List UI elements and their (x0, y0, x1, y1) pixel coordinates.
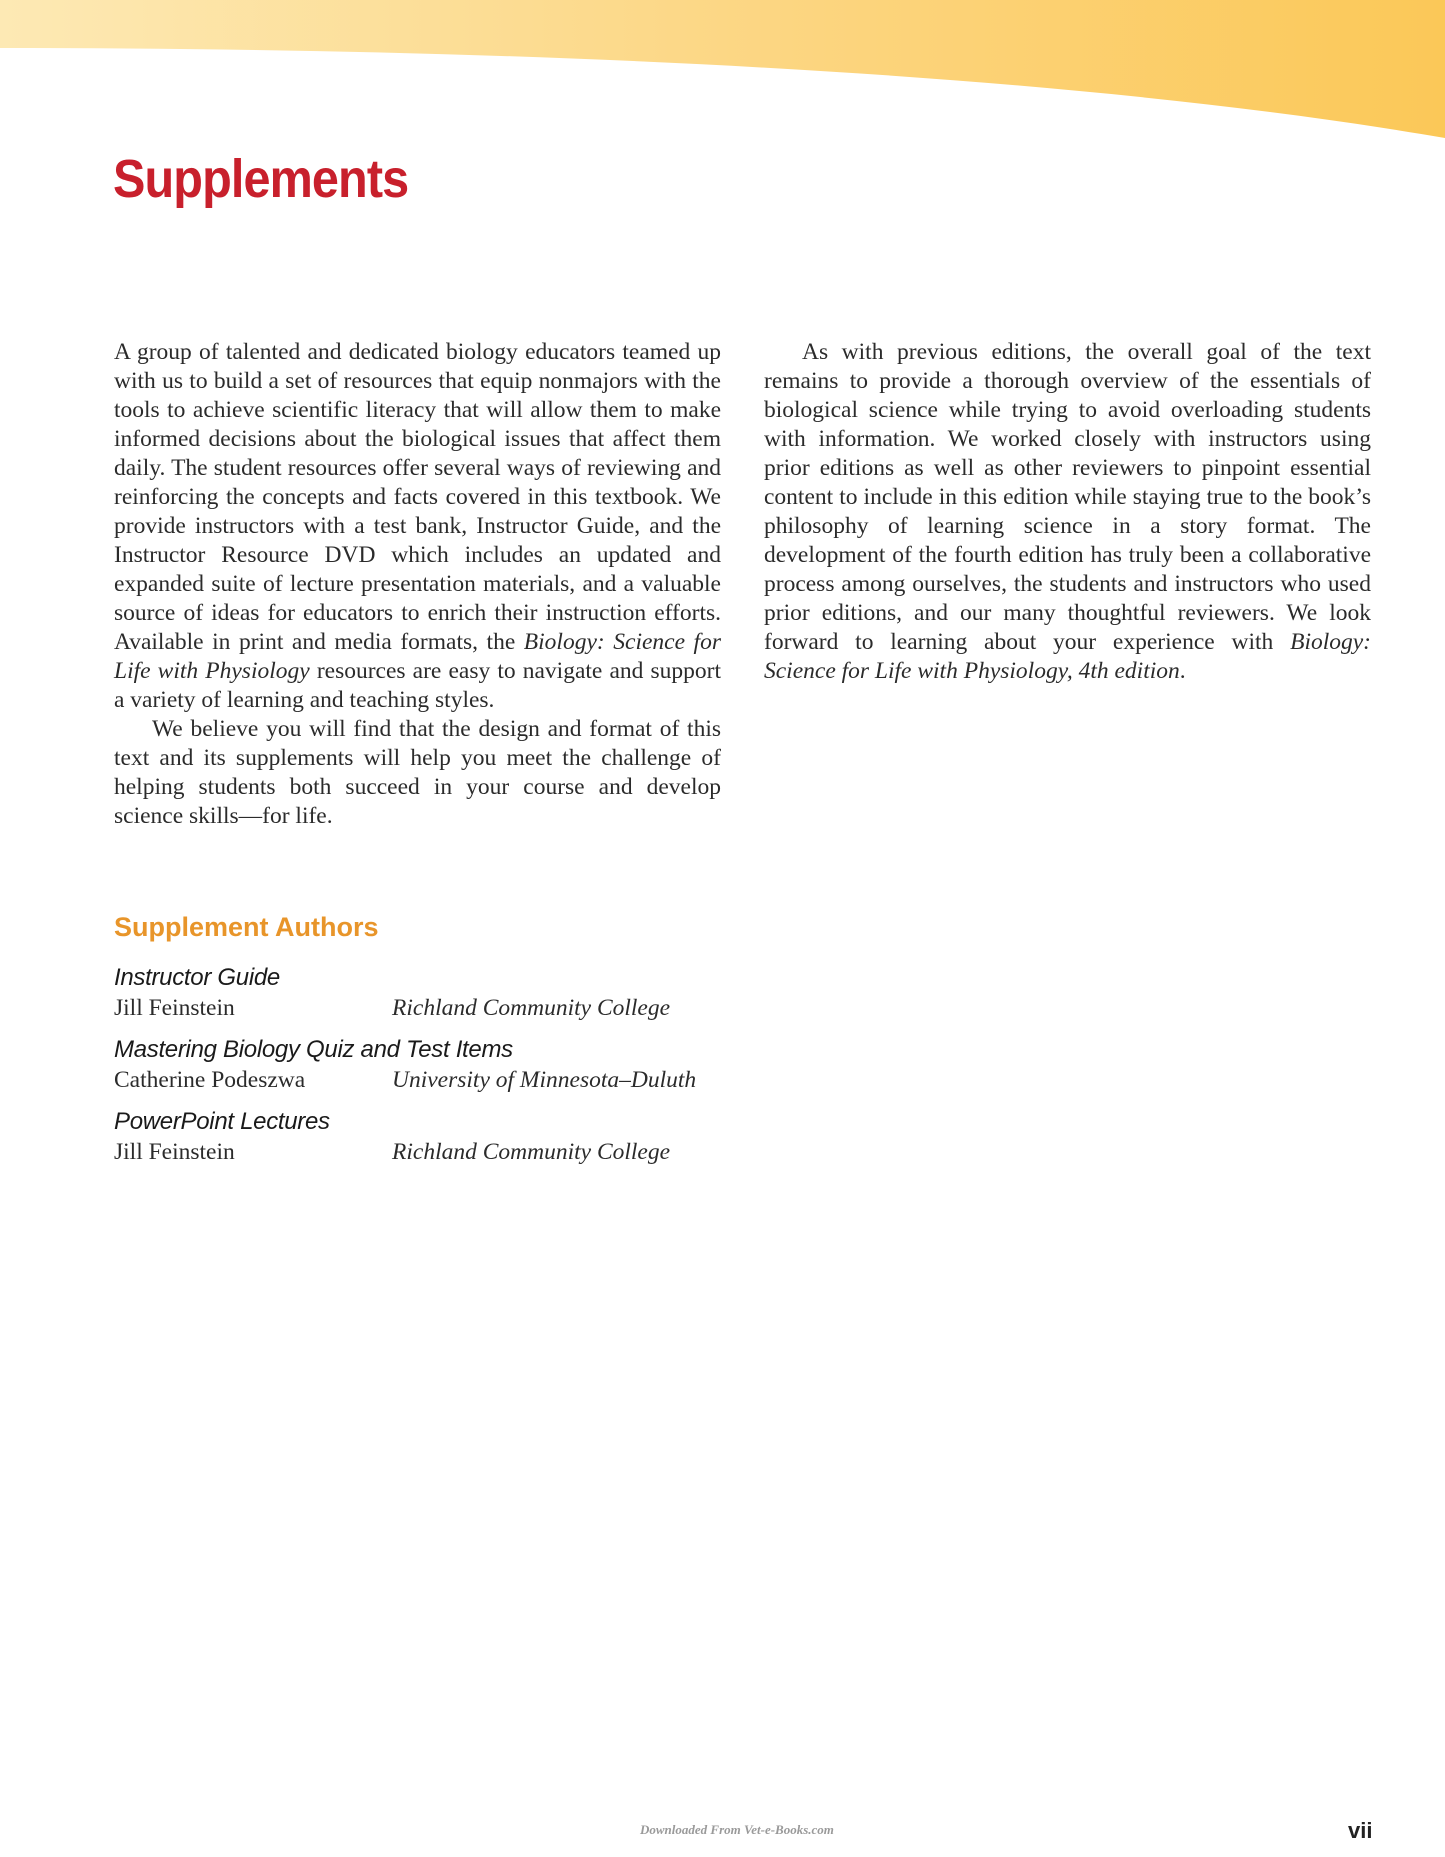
belief-paragraph: We believe you will find that the design and format of this text and its supplements will help you meet the challenge of helping students both succeed in your course and develop science skills—for life. (114, 716, 721, 829)
author-institution: Richland Community College (392, 995, 671, 1021)
book-title: Biology: Science for Life with Physiology (114, 629, 721, 684)
author-name: Jill Feinstein (114, 995, 235, 1021)
author-group-powerpoint (114, 1107, 754, 1167)
goal-end: . (1179, 658, 1186, 684)
author-line (114, 1137, 754, 1167)
author-name: Catherine Podeszwa (114, 1067, 306, 1093)
intro-text: A group of talented and dedicated biology educators teamed up with us to build a set of resources that equip nonmajors with the tools to achieve scientific literacy that will allow them to make informed decisions about the biological issues that affect them daily. The student resources offer several ways of reviewing and reinforcing the concepts and facts covered in this textbook. We provide instructors with a test bank, Instructor Guide, and the Instructor Resource DVD which includes an updated and expanded suite of lecture presentation materials, and a valuable source of ideas for educators to enrich their instruction efforts. Available in print and media formats, the (114, 339, 721, 655)
author-group-instructor-guide (114, 963, 754, 1023)
author-line (114, 993, 754, 1023)
book-title: Biology: Science for Life with Physiology (764, 629, 1372, 684)
goal-paragraph (764, 338, 1371, 686)
author-name: Jill Feinstein (114, 1139, 235, 1165)
author-institution: University of Minnesota–Duluth (392, 1067, 697, 1093)
goal-text: As with previous editions, the overall goal of the text remains to provide a thorough overview of the essentials of biological science while trying to avoid overloading students with information. We worked closely with instructors using prior editions as well as other reviewers to pinpoint essential content to include in this edition while staying true to the book’s philosophy of learning science in a story format. The development of the fourth edition has truly been a collaborative process among ourselves, the students and instructors who used prior editions, and our many thoughtful reviewers. We look forward to learning about your experience with (764, 339, 1371, 655)
supplement-authors-heading: Supplement Authors (114, 912, 379, 942)
author-role: PowerPoint Lectures (114, 1108, 330, 1135)
download-watermark: Downloaded From Vet-e-Books.com (640, 1822, 834, 1837)
author-institution: Richland Community College (392, 1139, 671, 1165)
author-role: Mastering Biology Quiz and Test Items (114, 1036, 513, 1063)
page-number: vii (1348, 1818, 1373, 1843)
left-column (114, 338, 721, 831)
header-banner (0, 0, 1445, 150)
edition-text: , 4th edition (1066, 658, 1180, 684)
author-group-quiz-test-items (114, 1035, 754, 1095)
right-column (764, 338, 1371, 686)
page-title: Supplements (113, 149, 409, 209)
intro-tail: resources are easy to navigate and support a variety of learning and teaching styles. (114, 658, 721, 713)
intro-paragraph (114, 338, 721, 715)
author-line (114, 1065, 754, 1095)
author-role: Instructor Guide (114, 964, 280, 991)
